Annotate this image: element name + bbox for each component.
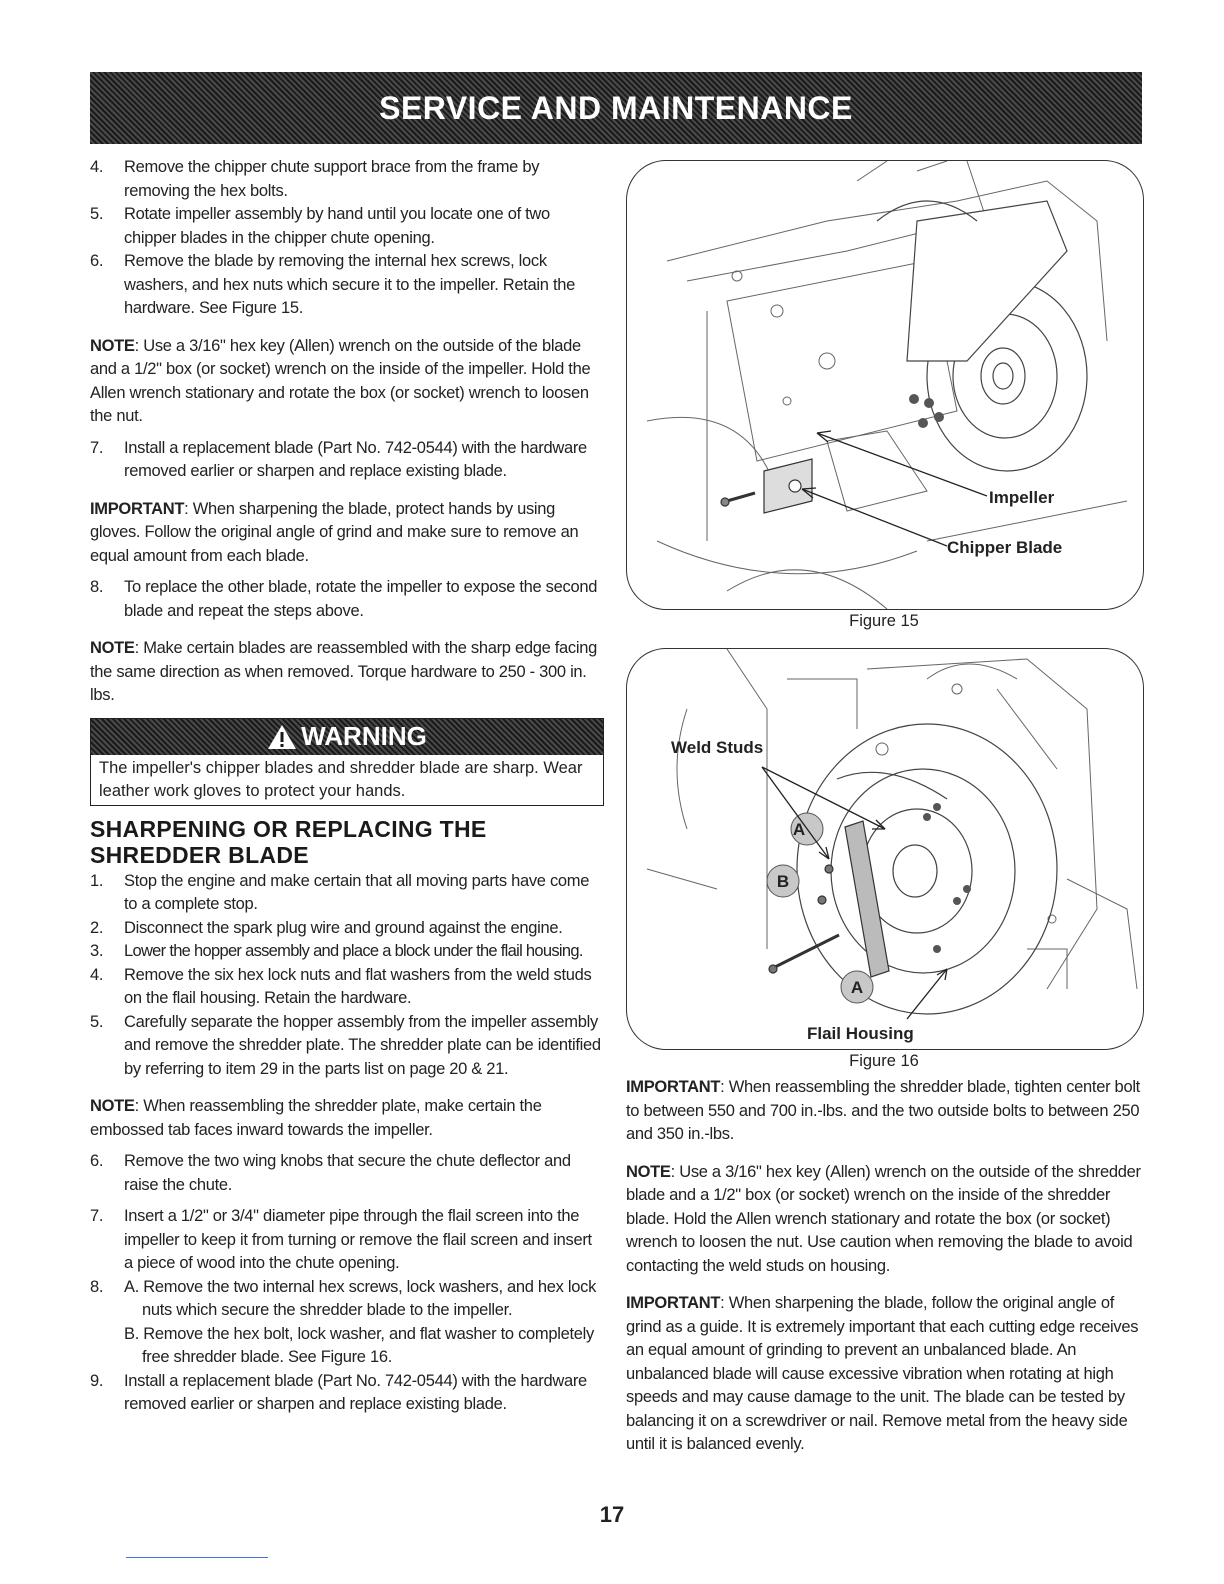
figure-15-caption: Figure 15 [849, 612, 919, 630]
impeller-diagram [627, 161, 1143, 609]
list-item: 7. Install a replacement blade (Part No. 742-0544) with the hardware removed earlier or sharpen and replace existing blade. [90, 438, 587, 480]
step-list-b [90, 870, 604, 1082]
list-item: 3. Lower the hopper assembly and place a block under the flail housing. [90, 942, 583, 960]
list-item: 7. Insert a 1/2" or 3/4" diameter pipe through the flail screen into the impeller to keep it from turning or remove the flail screen and insert a piece of wood into the chute opening. [90, 1207, 592, 1272]
list-item: 9. Install a replacement blade (Part No. 742-0544) with the hardware removed earlier or sharpen and replace existing blade. [90, 1371, 587, 1413]
list-item: 8. To replace the other blade, rotate the impeller to expose the second blade and repeat the steps above. [90, 578, 598, 620]
callout-b-label: B [776, 872, 790, 891]
chipper-blade-label: Chipper Blade [947, 538, 1063, 557]
note-paragraph: NOTE: Use a 3/16" hex key (Allen) wrench on the outside of the shredder blade and a 1/2" box (or socket) wrench on the inside of the shredder blade. Hold the Allen wrench stationary and rotate the box (or socket) wrench to loosen the nut. Use caution when removing the blade to avoid contacting the weld studs on housing. [626, 1162, 1141, 1275]
weld-studs-label: Weld Studs [671, 738, 764, 757]
left-column [90, 156, 604, 1417]
note-paragraph: NOTE: Make certain blades are reassembled with the sharp edge facing the same direction as when removed. Torque hardware to 250 - 300 in. lbs. [90, 639, 597, 704]
list-item: 8. A. Remove the two internal hex screws, lock washers, and hex lock nuts which secure the shredder blade to the impeller. B. Remove the hex bolt, lock washer, and flat washer to completely free shredder blade. See Figure 16. [90, 1277, 597, 1366]
page-title: SERVICE AND MAINTENANCE [379, 89, 853, 126]
section-header-banner [90, 72, 1142, 144]
figure-15-illustration [626, 160, 1144, 610]
list-item: 2. Disconnect the spark plug wire and ground against the engine. [90, 918, 563, 937]
note-paragraph: NOTE: Use a 3/16" hex key (Allen) wrench on the outside of the blade and a 1/2" box (or socket) wrench on the inside of the impeller. Hold the Allen wrench stationary and rotate the box (or socket) wrench to loosen the nut. [90, 336, 591, 425]
list-item: 4. Remove the six hex lock nuts and flat washers from the weld studs on the flail housing. Retain the hardware. [90, 965, 592, 1007]
callout-a-label: A [792, 820, 806, 839]
step-list-c [90, 1150, 604, 1417]
impeller-label: Impeller [989, 488, 1055, 507]
list-item: 5. Carefully separate the hopper assembly from the impeller assembly and remove the shredder plate. The shredder plate can be identified by referring to item 29 in the parts list on page 20 & 21. [90, 1012, 601, 1078]
warning-triangle-icon [267, 724, 297, 750]
note-paragraph: NOTE: When reassembling the shredder plate, make certain the embossed tab faces inward towards the impeller. [90, 1097, 542, 1139]
list-item: 6. Remove the two wing knobs that secure the chute deflector and raise the chute. [90, 1152, 571, 1194]
footer-rule [126, 1557, 268, 1558]
list-item: 6. Remove the blade by removing the internal hex screws, lock washers, and hex nuts which secure it to the impeller. Retain the hardware. See Figure 15. [90, 252, 576, 317]
flail-housing-label: Flail Housing [807, 1024, 914, 1043]
right-column [626, 1076, 1142, 1457]
callout-a2-label: A [850, 978, 864, 997]
page-number: 17 [599, 1502, 625, 1527]
important-paragraph: IMPORTANT: When reassembling the shredder blade, tighten center bolt to between 550 and 700 in.-lbs. and the two outside bolts to between 250 and 350 in.-lbs. [626, 1078, 1140, 1143]
important-paragraph: IMPORTANT: When sharpening the blade, protect hands by using gloves. Follow the original angle of grind and make sure to remove an equal amount from each blade. [90, 499, 579, 565]
section-heading: SHARPENING OR REPLACING THE SHREDDER BLADE [90, 815, 487, 868]
warning-text: The impeller's chipper blades and shredder blade are sharp. Wear leather work gloves to protect your hands. [99, 758, 583, 800]
list-item: 1. Stop the engine and make certain that all moving parts have come to a complete stop. [90, 871, 590, 913]
figure-16-caption: Figure 16 [849, 1052, 919, 1070]
list-item: 5. Rotate impeller assembly by hand until you locate one of two chipper blades in the chipper chute opening. [90, 205, 550, 247]
step-list-a [90, 156, 604, 321]
warning-header: WARNING [91, 719, 603, 755]
warning-box [90, 718, 604, 806]
shredder-diagram [627, 649, 1143, 1049]
list-item: 4. Remove the chipper chute support brace from the frame by removing the hex bolts. [90, 158, 540, 200]
figure-16-illustration [626, 648, 1144, 1050]
important-paragraph: IMPORTANT: When sharpening the blade, follow the original angle of grind as a guide. It is extremely important that each cutting edge receives an equal amount of grinding to prevent an unbalanced blade. An unbalanced blade will cause excessive vibration when rotating at high speeds and may cause damage to the unit. The blade can be tested by balancing it on a screwdriver or nail. Remove metal from the heavy side until it is balanced evenly. [626, 1294, 1139, 1453]
